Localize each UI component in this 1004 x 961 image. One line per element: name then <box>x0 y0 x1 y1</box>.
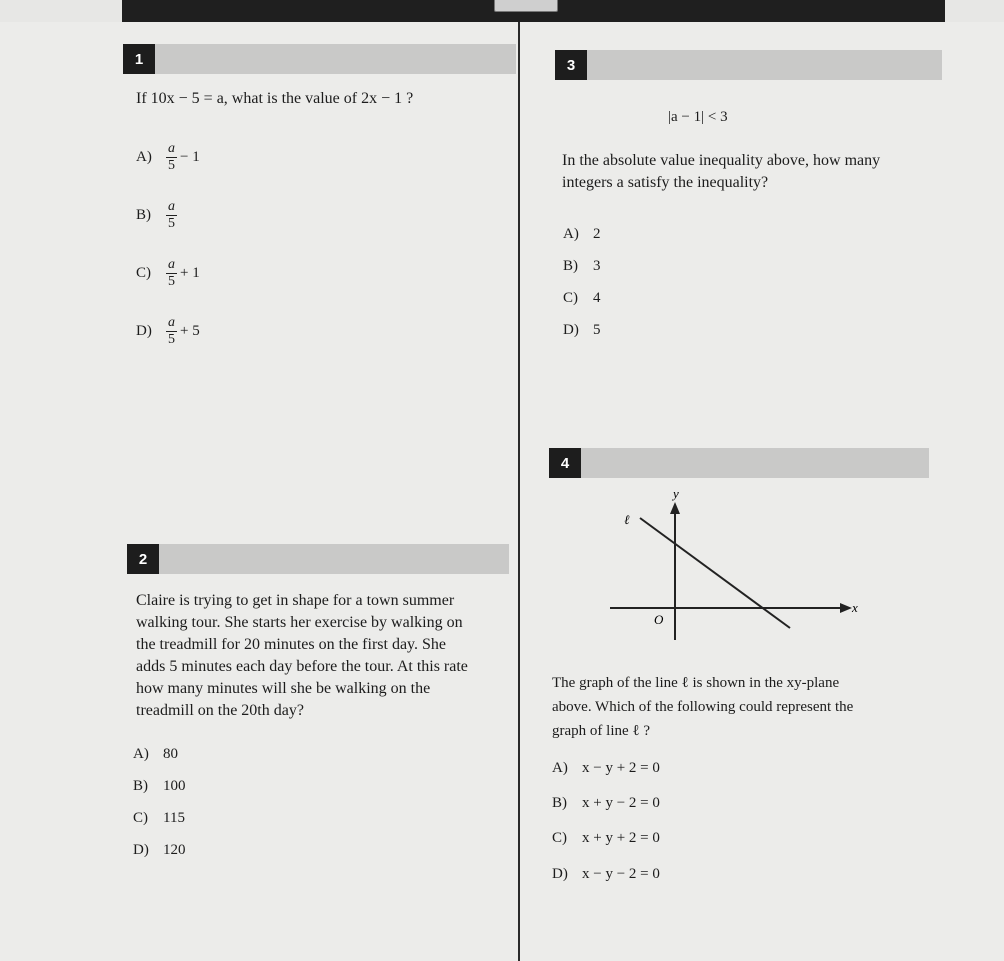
line-graph <box>600 482 870 642</box>
q4-option-d[interactable]: D) x − y − 2 = 0 <box>552 866 660 882</box>
question-2-prompt: Claire is trying to get in shape for a town summer walking tour. She starts her exercise by walking on the treadmill for 20 minutes on the first day. She adds 5 minutes each day before the tour. At this rate how many minutes will she be walking on the treadmill on the 20th day? <box>136 592 468 719</box>
binder-clip <box>494 0 558 12</box>
question-number: 4 <box>549 448 581 478</box>
question-4-header <box>549 448 929 478</box>
q2-option-c[interactable]: C) 115 <box>133 810 185 826</box>
q3-equation: |a − 1| < 3 <box>668 109 728 125</box>
y-axis-arrow <box>670 502 680 514</box>
question-2-header <box>127 544 509 574</box>
y-axis-label: y <box>673 486 679 501</box>
header-bar <box>155 44 516 74</box>
question-number: 1 <box>123 44 155 74</box>
q3-option-d[interactable]: D) 5 <box>563 322 601 338</box>
question-3-header <box>555 50 942 80</box>
q3-option-c[interactable]: C) 4 <box>563 290 601 306</box>
q4-option-c[interactable]: C) x + y + 2 = 0 <box>552 830 660 846</box>
q2-option-a[interactable]: A) 80 <box>133 746 178 762</box>
x-axis-arrow <box>840 603 852 613</box>
origin-label: O <box>654 612 664 627</box>
header-bar <box>159 544 509 574</box>
line-label: ℓ <box>624 512 630 527</box>
q2-option-b[interactable]: B) 100 <box>133 778 186 794</box>
q1-option-a[interactable]: A) $\frac{a}{5}$ − 1 <box>136 141 200 173</box>
question-number: 3 <box>555 50 587 80</box>
q1-option-b[interactable]: B) $\frac{a}{5}$ <box>136 199 175 231</box>
header-bar <box>581 448 929 478</box>
question-1-header <box>123 44 516 74</box>
question-number: 2 <box>127 544 159 574</box>
q1-option-c[interactable]: C) $\frac{a}{5}$ + 1 <box>136 257 200 289</box>
column-divider <box>518 22 520 961</box>
q4-option-b[interactable]: B) x + y − 2 = 0 <box>552 795 660 811</box>
header-bar <box>587 50 942 80</box>
question-4-prompt: The graph of the line ℓ is shown in the xy-plane above. Which of the following could represent the graph of line ℓ ? <box>552 675 854 739</box>
top-dark-bar <box>122 0 945 22</box>
x-axis-label: x <box>852 600 858 615</box>
q3-option-b[interactable]: B) 3 <box>563 258 601 274</box>
q4-option-a[interactable]: A) x − y + 2 = 0 <box>552 760 660 776</box>
question-3-prompt: In the absolute value inequality above, how many integers a satisfy the inequality? <box>562 152 881 191</box>
q3-option-a[interactable]: A) 2 <box>563 226 601 242</box>
q1-option-d[interactable]: D) $\frac{a}{5}$ + 5 <box>136 315 200 347</box>
q2-option-d[interactable]: D) 120 <box>133 842 186 858</box>
question-1-prompt: If 10x − 5 = a, what is the value of 2x − 1 ? <box>136 90 414 107</box>
